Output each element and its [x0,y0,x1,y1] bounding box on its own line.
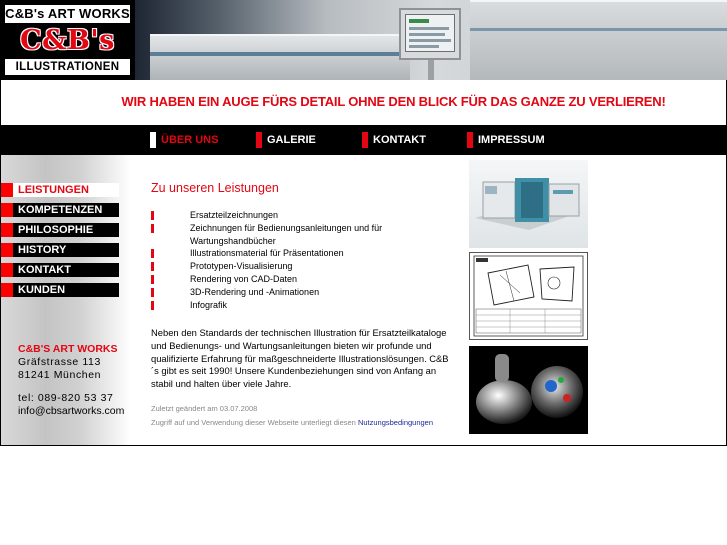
sidebar-item-kontakt[interactable] [13,263,119,277]
sidebar [0,155,131,446]
monitor-stand [428,60,434,80]
top-nav-label: ÜBER UNS [161,134,219,146]
sidebar-item-history[interactable] [13,243,119,257]
list-item: Ersatzteilzeichnungen [151,209,461,222]
bullet-marker [151,211,154,220]
machine-stripe [150,52,410,56]
technical-drawing-image [469,252,588,340]
slogan-row [0,80,727,125]
main-content [151,155,461,445]
list-item: Infografik [151,299,461,312]
intro-paragraph: Neben den Standards der technischen Illustration für Ersatzteilkataloge und Bedienungs- und Wartungsanleitungen bieten wir profunde und qualifizierte Erfahrung für maßgeschneiderte Illustrationslösungen. C&B´s gibt es seit 1990! Unsere Kundenbeziehungen sind von Anfang an stabil und halten über viele Jahre. [151,327,449,390]
footnote [151,402,466,430]
list-item: Prototypen-Visualisierung [151,260,461,273]
printer-cabinet-image [470,0,727,80]
sidebar-item-philosophie[interactable] [13,223,119,237]
header-banner [0,0,727,80]
nav-marker [467,132,473,148]
sidebar-item-kompetenzen[interactable] [13,203,119,217]
nav-marker [256,132,262,148]
list-item: Illustrationsmaterial für Präsentationen [151,247,461,260]
sidebar-item-kunden[interactable] [13,283,119,297]
top-nav-label: GALERIE [267,134,316,146]
printer-render-image [469,160,588,248]
logo-main-text: C&B's [20,25,115,56]
contact-email[interactable]: info@cbsartworks.com [18,405,125,417]
printer-machine-image [150,34,410,80]
slogan: WIR HABEN EIN AUGE FÜRS DETAIL OHNE DEN BLICK FÜR DAS GANZE ZU VERLIEREN! [121,94,666,109]
top-nav-label: IMPRESSUM [478,134,545,146]
bullet-marker [151,262,154,271]
contact-street: Gräfstrasse 113 [18,356,101,368]
list-item: Zeichnungen für Bedienungsanleitungen und für Wartungshandbücher [151,222,461,248]
bullet-marker [151,275,154,284]
logo[interactable] [0,0,135,80]
sidebar-item-label: KUNDEN [18,284,66,296]
contact-city: 81241 München [18,369,102,381]
bullet-marker [151,288,154,297]
bullet-marker [151,224,154,233]
contact-company: C&B'S ART WORKS [18,343,118,355]
top-nav-label: KONTAKT [373,134,426,146]
logo-bottom-text: ILLUSTRATIONEN [5,59,130,75]
last-changed-text: Zuletzt geändert am 03.07.2008 [151,404,258,413]
sidebar-item-leistungen[interactable] [13,183,119,197]
3d-rendering-image [469,346,588,434]
bullet-marker [151,249,154,258]
terms-link[interactable]: Nutzungsbedingungen [357,418,434,427]
list-item: 3D-Rendering und -Animationen [151,286,461,299]
contact-block [18,343,128,418]
sidebar-item-label: KONTAKT [18,264,71,276]
sidebar-item-label: HISTORY [18,244,67,256]
sidebar-item-label: KOMPETENZEN [18,204,103,216]
bullet-marker [151,301,154,310]
nav-marker [362,132,368,148]
sidebar-item-label: LEISTUNGEN [18,184,89,196]
sidebar-item-label: PHILOSOPHIE [18,224,94,236]
monitor-image [399,8,461,60]
nav-marker [150,132,156,148]
cabinet-stripe [470,28,727,31]
page-title: Zu unseren Leistungen [151,181,279,195]
terms-prefix: Zugriff auf und Verwendung dieser Webseite unterliegt diesen [151,418,356,427]
top-navigation [0,125,727,155]
list-item: Rendering von CAD-Daten [151,273,461,286]
left-border [0,155,1,446]
bottom-border [0,445,727,446]
logo-top-text: C&B's ART WORKS [5,6,130,21]
contact-phone: tel: 089-820 53 37 [18,392,114,404]
services-list [151,209,461,311]
terms-line [151,416,466,430]
